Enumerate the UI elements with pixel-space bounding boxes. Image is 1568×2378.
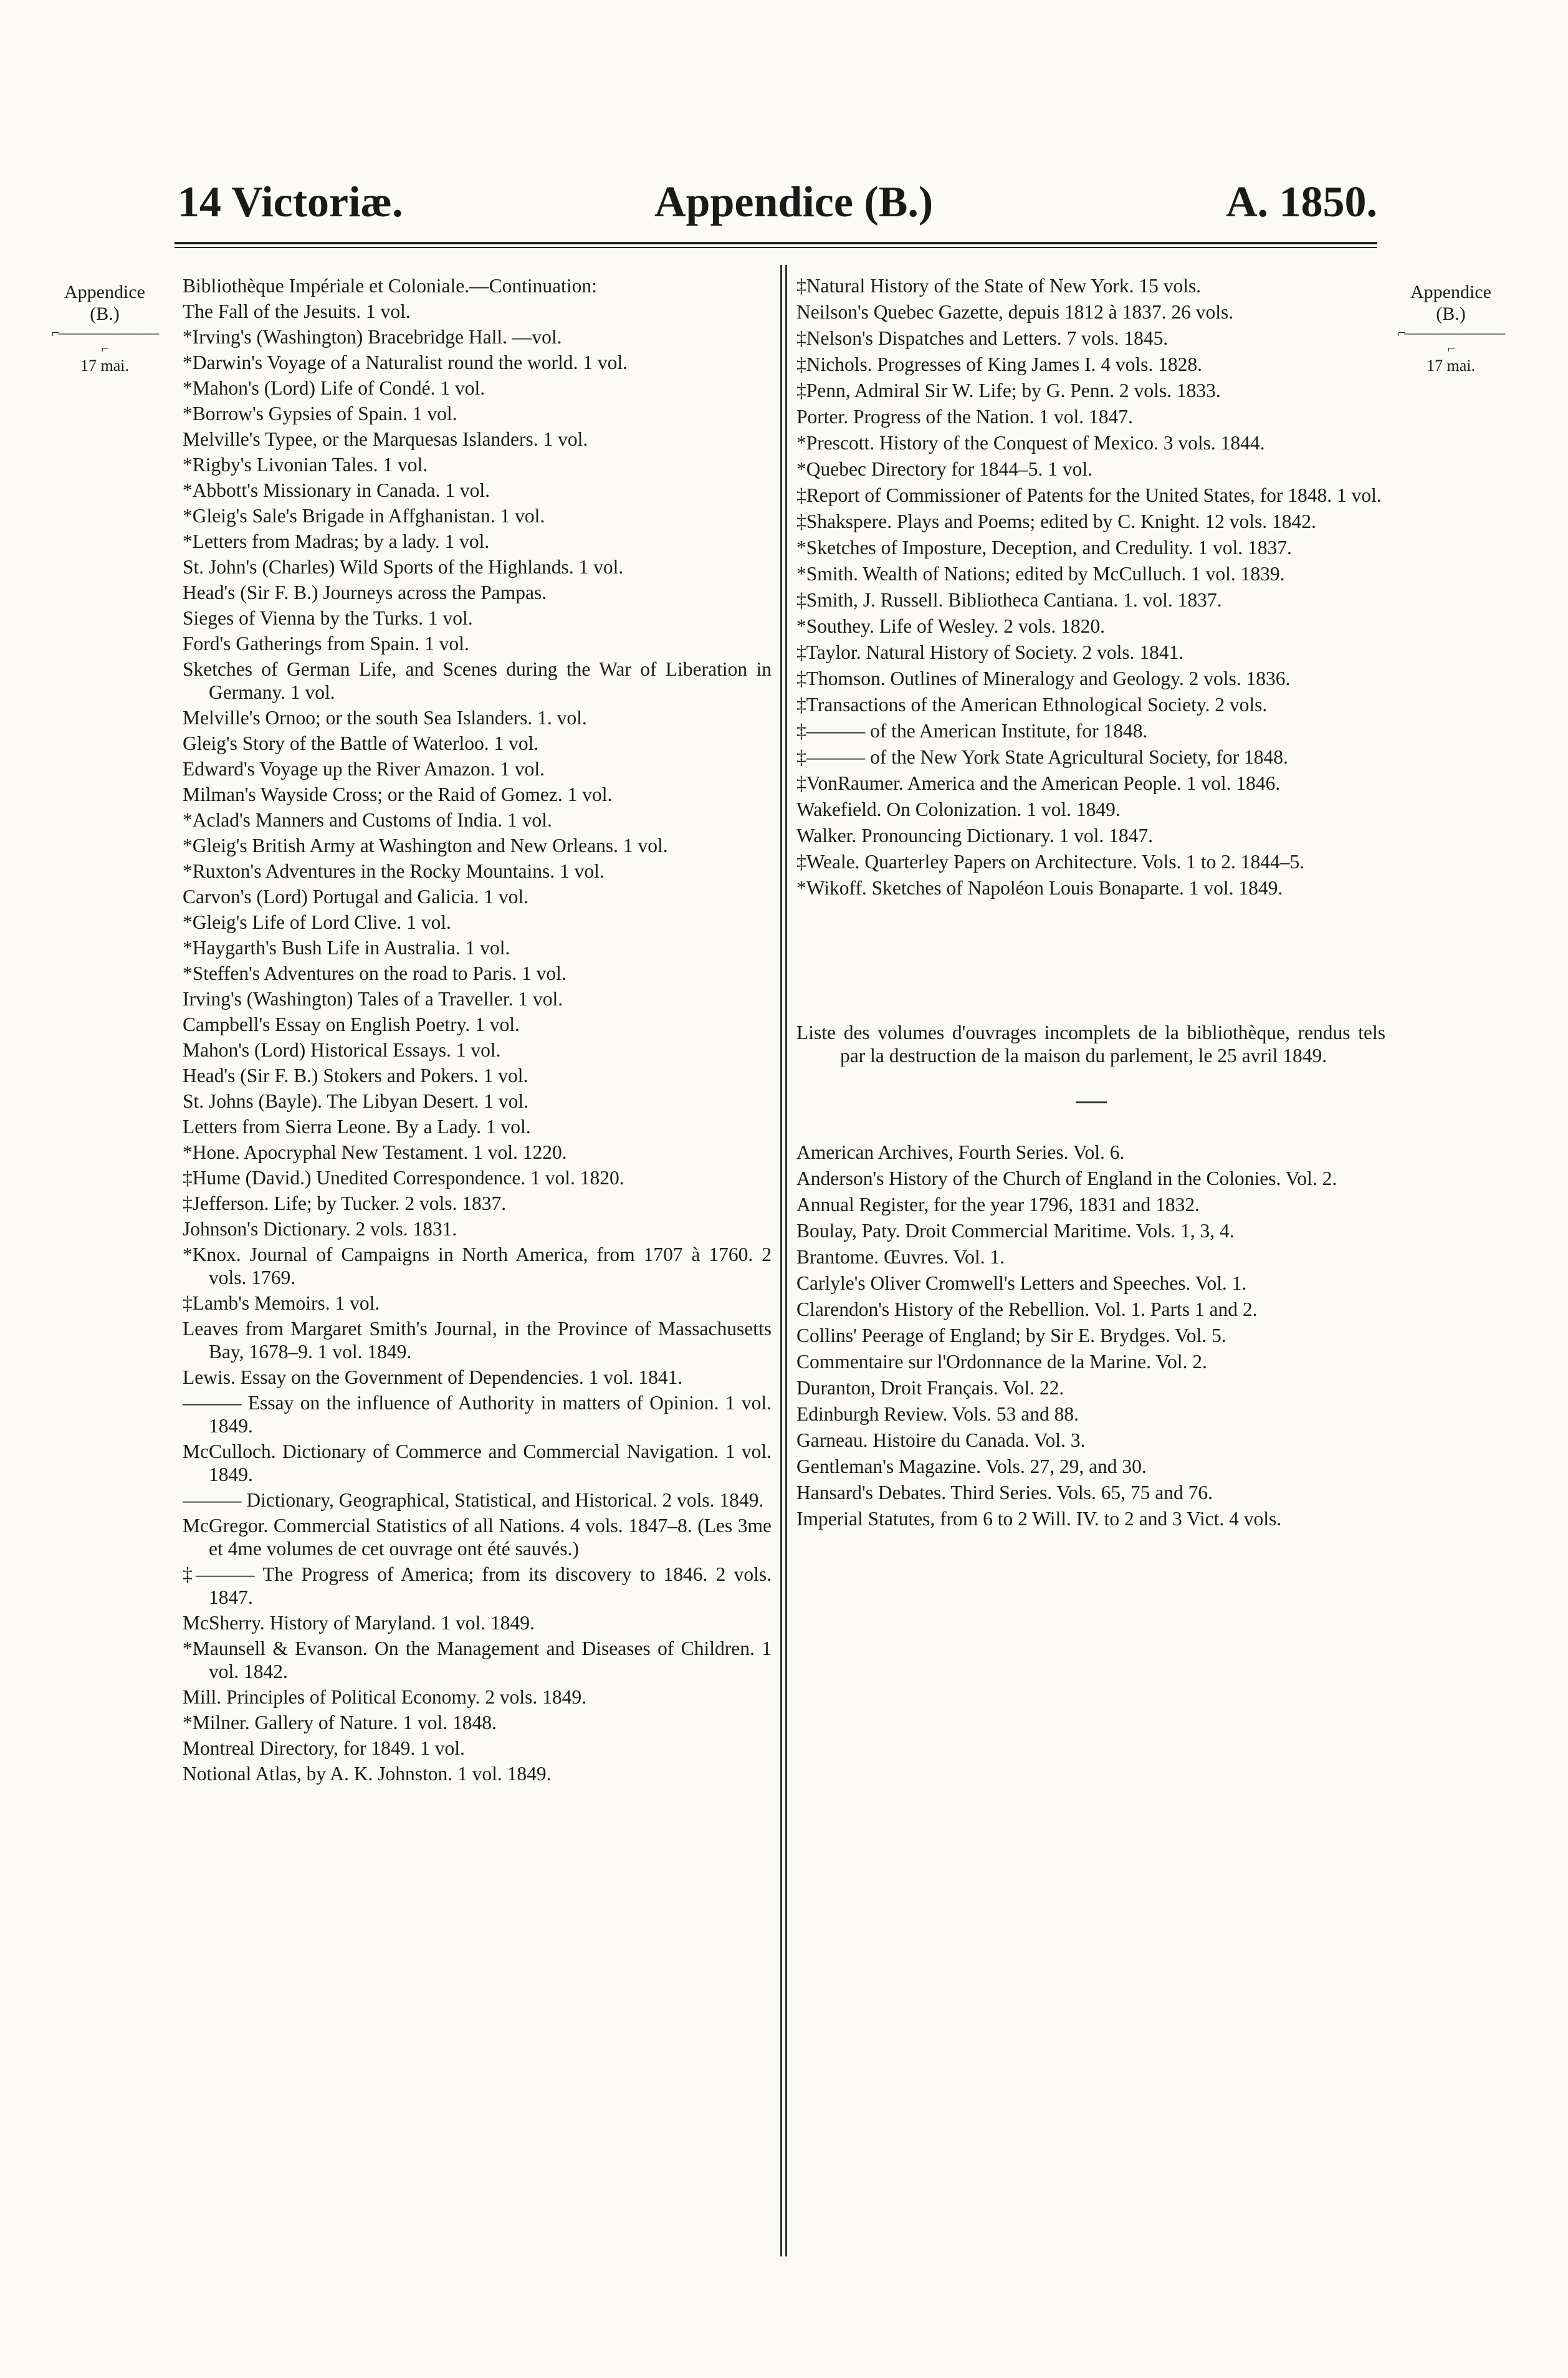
list-item: ‡——— of the New York State Agricultural Society, for 1848. xyxy=(796,746,1288,768)
list-item: *Ruxton's Adventures in the Rocky Mountains. 1 vol. xyxy=(183,860,605,882)
list-item: Johnson's Dictionary. 2 vols. 1831. xyxy=(183,1218,457,1240)
margin-right-section: (B.) xyxy=(1436,303,1466,324)
list-item: ‡Shakspere. Plays and Poems; edited by C. Knight. 12 vols. 1842. xyxy=(796,511,1316,532)
list-item: Montreal Directory, for 1849. 1 vol. xyxy=(183,1737,465,1759)
list-item: Clarendon's History of the Rebellion. Vol. 1. Parts 1 and 2. xyxy=(796,1298,1258,1320)
list-item: ‡Natural History of the State of New York. 15 vols. xyxy=(796,275,1202,297)
margin-note-right xyxy=(1395,282,1507,375)
incomplete-volumes-list xyxy=(796,1141,1385,1530)
page-header xyxy=(168,178,1377,234)
list-item: Melville's Typee, or the Marquesas Islanders. 1 vol. xyxy=(183,428,588,450)
list-item: *Southey. Life of Wesley. 2 vols. 1820. xyxy=(796,615,1105,637)
list-item: Melville's Ornoo; or the south Sea Islanders. 1. vol. xyxy=(183,707,587,729)
list-item: Ford's Gatherings from Spain. 1 vol. xyxy=(183,633,469,654)
list-item: ‡Nichols. Progresses of King James I. 4 vols. 1828. xyxy=(796,353,1202,375)
list-item: Collins' Peerage of England; by Sir E. Brydges. Vol. 5. xyxy=(796,1325,1226,1346)
list-item: *Gleig's Sale's Brigade in Affghanistan. 1 vol. xyxy=(183,505,545,527)
list-item: American Archives, Fourth Series. Vol. 6. xyxy=(796,1141,1125,1163)
list-item: Gentleman's Magazine. Vols. 27, 29, and 30. xyxy=(796,1455,1147,1477)
header-appendix: Appendice (B.) xyxy=(654,178,934,226)
list-item: Hansard's Debates. Third Series. Vols. 65, 75 and 76. xyxy=(796,1482,1213,1503)
list-item: ‡Jefferson. Life; by Tucker. 2 vols. 1837. xyxy=(183,1192,507,1214)
list-item: Boulay, Paty. Droit Commercial Maritime. Vols. 1, 3, 4. xyxy=(796,1220,1235,1242)
list-item: *Irving's (Washington) Bracebridge Hall. —vol. xyxy=(183,326,562,348)
list-item: Anderson's History of the Church of England in the Colonies. Vol. 2. xyxy=(796,1167,1337,1189)
list-item: *Darwin's Voyage of a Naturalist round the world. 1 vol. xyxy=(183,352,628,373)
list-item: *Haygarth's Bush Life in Australia. 1 vol. xyxy=(183,937,510,959)
list-item: ‡Penn, Admiral Sir W. Life; by G. Penn. 2 vols. 1833. xyxy=(796,380,1221,401)
list-item: ‡Transactions of the American Ethnological Society. 2 vols. xyxy=(796,694,1268,716)
list-item: Imperial Statutes, from 6 to 2 Will. IV. to 2 and 3 Vict. 4 vols. xyxy=(796,1508,1282,1530)
list-item: Gleig's Story of the Battle of Waterloo. 1 vol. xyxy=(183,732,539,754)
list-item: Carvon's (Lord) Portugal and Galicia. 1 vol. xyxy=(183,886,529,908)
list-item: *Gleig's Life of Lord Clive. 1 vol. xyxy=(183,911,451,933)
list-item: Head's (Sir F. B.) Stokers and Pokers. 1 vol. xyxy=(183,1065,528,1086)
list-item: ‡Weale. Quarterley Papers on Architecture. Vols. 1 to 2. 1844–5. xyxy=(796,851,1305,873)
list-item: McCulloch. Dictionary of Commerce and Commercial Navigation. 1 vol. 1849. xyxy=(183,1441,772,1485)
header-rule-top xyxy=(174,242,1377,244)
list-item: Irving's (Washington) Tales of a Traveller. 1 vol. xyxy=(183,988,563,1010)
header-rule-bottom xyxy=(174,247,1377,248)
list-item: ‡——— of the American Institute, for 1848. xyxy=(796,720,1148,742)
list-item: *Borrow's Gypsies of Spain. 1 vol. xyxy=(183,403,457,424)
list-item: *Mahon's (Lord) Life of Condé. 1 vol. xyxy=(183,377,485,399)
list-item: *Abbott's Missionary in Canada. 1 vol. xyxy=(183,479,490,501)
list-item: St. John's (Charles) Wild Sports of the Highlands. 1 vol. xyxy=(183,556,624,578)
header-session: 14 Victoriæ. xyxy=(178,178,403,226)
list-item: Sieges of Vienna by the Turks. 1 vol. xyxy=(183,607,473,629)
header-year: A. 1850. xyxy=(1225,178,1377,226)
list-item: Edinburgh Review. Vols. 53 and 88. xyxy=(796,1403,1079,1425)
list-item: Mill. Principles of Political Economy. 2 vols. 1849. xyxy=(183,1686,587,1708)
list-item: ‡Report of Commissioner of Patents for the United States, for 1848. 1 vol. xyxy=(796,484,1382,506)
list-item: ‡Smith, J. Russell. Bibliotheca Cantiana. 1. vol. 1837. xyxy=(796,589,1222,611)
incomplete-volumes-notice: Liste des volumes d'ouvrages incomplets de la bibliothèque, rendus tels par la destruction de la maison du parlement, le 25 avril 1849. xyxy=(796,1022,1385,1067)
list-item: ‡Lamb's Memoirs. 1 vol. xyxy=(183,1292,380,1314)
list-item: *Milner. Gallery of Nature. 1 vol. 1848. xyxy=(183,1712,497,1733)
margin-right-brace-icon: ⌐————————⌐ xyxy=(1397,325,1504,357)
list-item: The Fall of the Jesuits. 1 vol. xyxy=(183,300,411,322)
list-item: Commentaire sur l'Ordonnance de la Marine. Vol. 2. xyxy=(796,1351,1207,1373)
list-item: McSherry. History of Maryland. 1 vol. 1849. xyxy=(183,1612,535,1634)
list-item: Neilson's Quebec Gazette, depuis 1812 à 1837. 26 vols. xyxy=(796,301,1234,323)
list-item: *Prescott. History of the Conquest of Mexico. 3 vols. 1844. xyxy=(796,432,1265,454)
list-item: Sketches of German Life, and Scenes during the War of Liberation in Germany. 1 vol. xyxy=(183,658,772,703)
list-item: ‡——— The Progress of America; from its discovery to 1846. 2 vols. 1847. xyxy=(183,1563,772,1608)
list-item: *Quebec Directory for 1844–5. 1 vol. xyxy=(796,458,1092,480)
list-item: Notional Atlas, by A. K. Johnston. 1 vol. 1849. xyxy=(183,1763,552,1785)
list-item: Lewis. Essay on the Government of Dependencies. 1 vol. 1841. xyxy=(183,1366,683,1388)
list-item: *Sketches of Imposture, Deception, and Credulity. 1 vol. 1837. xyxy=(796,537,1292,559)
list-item: Brantome. Œuvres. Vol. 1. xyxy=(796,1246,1005,1268)
list-item: ‡Hume (David.) Unedited Correspondence. 1 vol. 1820. xyxy=(183,1167,624,1189)
list-item: ‡Taylor. Natural History of Society. 2 vols. 1841. xyxy=(796,641,1184,663)
margin-left-title: Appendice xyxy=(64,282,145,302)
list-item: Duranton, Droit Français. Vol. 22. xyxy=(796,1377,1064,1399)
list-item: ‡Thomson. Outlines of Mineralogy and Geology. 2 vols. 1836. xyxy=(796,668,1291,689)
list-item: *Rigby's Livonian Tales. 1 vol. xyxy=(183,454,428,476)
right-column xyxy=(796,274,1385,1533)
list-item: ‡VonRaumer. America and the American People. 1 vol. 1846. xyxy=(796,772,1281,794)
list-item: Garneau. Histoire du Canada. Vol. 3. xyxy=(796,1429,1086,1451)
margin-right-date: 17 mai. xyxy=(1427,356,1475,375)
column-divider-left xyxy=(780,265,782,2256)
list-item: Campbell's Essay on English Poetry. 1 vol. xyxy=(183,1014,520,1035)
list-item: Milman's Wayside Cross; or the Raid of Gomez. 1 vol. xyxy=(183,784,613,805)
list-item: *Steffen's Adventures on the road to Paris. 1 vol. xyxy=(183,962,566,984)
column-divider-right xyxy=(785,265,787,2256)
margin-note-left xyxy=(49,282,161,375)
section-divider xyxy=(1076,1101,1107,1103)
left-column xyxy=(183,274,772,1788)
list-item: Bibliothèque Impériale et Coloniale.—Continuation: xyxy=(183,275,597,297)
list-item: Leaves from Margaret Smith's Journal, in the Province of Massachusetts Bay, 1678–9. 1 vol. 1849. xyxy=(183,1318,772,1363)
list-item: Carlyle's Oliver Cromwell's Letters and Speeches. Vol. 1. xyxy=(796,1272,1247,1294)
margin-right-title: Appendice xyxy=(1410,282,1491,302)
list-item: Annual Register, for the year 1796, 1831 and 1832. xyxy=(796,1194,1200,1215)
list-item: St. Johns (Bayle). The Libyan Desert. 1 vol. xyxy=(183,1090,528,1112)
list-item: *Wikoff. Sketches of Napoléon Louis Bonaparte. 1 vol. 1849. xyxy=(796,877,1283,899)
list-item: *Knox. Journal of Campaigns in North America, from 1707 à 1760. 2 vols. 1769. xyxy=(183,1244,772,1288)
list-item: ——— Dictionary, Geographical, Statistical, and Historical. 2 vols. 1849. xyxy=(183,1489,764,1511)
list-item: *Maunsell & Evanson. On the Management and Diseases of Children. 1 vol. 1842. xyxy=(183,1637,772,1682)
list-item: *Gleig's British Army at Washington and New Orleans. 1 vol. xyxy=(183,835,668,856)
list-item: *Hone. Apocryphal New Testament. 1 vol. 1220. xyxy=(183,1141,567,1163)
list-item: Walker. Pronouncing Dictionary. 1 vol. 1847. xyxy=(796,825,1153,846)
margin-left-section: (B.) xyxy=(90,303,120,324)
margin-left-brace-icon: ⌐————————⌐ xyxy=(51,325,158,357)
list-item: ‡Nelson's Dispatches and Letters. 7 vols. 1845. xyxy=(796,327,1169,349)
list-item: ——— Essay on the influence of Authority in matters of Opinion. 1 vol. 1849. xyxy=(183,1392,772,1437)
list-item: Edward's Voyage up the River Amazon. 1 vol. xyxy=(183,758,545,780)
list-item: McGregor. Commercial Statistics of all Nations. 4 vols. 1847–8. (Les 3me et 4me volumes de cet ouvrage ont été sauvés.) xyxy=(183,1515,772,1560)
list-item: *Smith. Wealth of Nations; edited by McCulluch. 1 vol. 1839. xyxy=(796,563,1285,585)
list-item: Mahon's (Lord) Historical Essays. 1 vol. xyxy=(183,1039,501,1061)
margin-left-date: 17 mai. xyxy=(80,356,129,375)
list-item: Porter. Progress of the Nation. 1 vol. 1847. xyxy=(796,406,1133,428)
list-item: Head's (Sir F. B.) Journeys across the Pampas. xyxy=(183,582,547,603)
list-item: *Letters from Madras; by a lady. 1 vol. xyxy=(183,530,490,552)
list-item: *Aclad's Manners and Customs of India. 1 vol. xyxy=(183,809,552,831)
list-item: Letters from Sierra Leone. By a Lady. 1 vol. xyxy=(183,1116,531,1138)
list-item: Wakefield. On Colonization. 1 vol. 1849. xyxy=(796,798,1121,820)
